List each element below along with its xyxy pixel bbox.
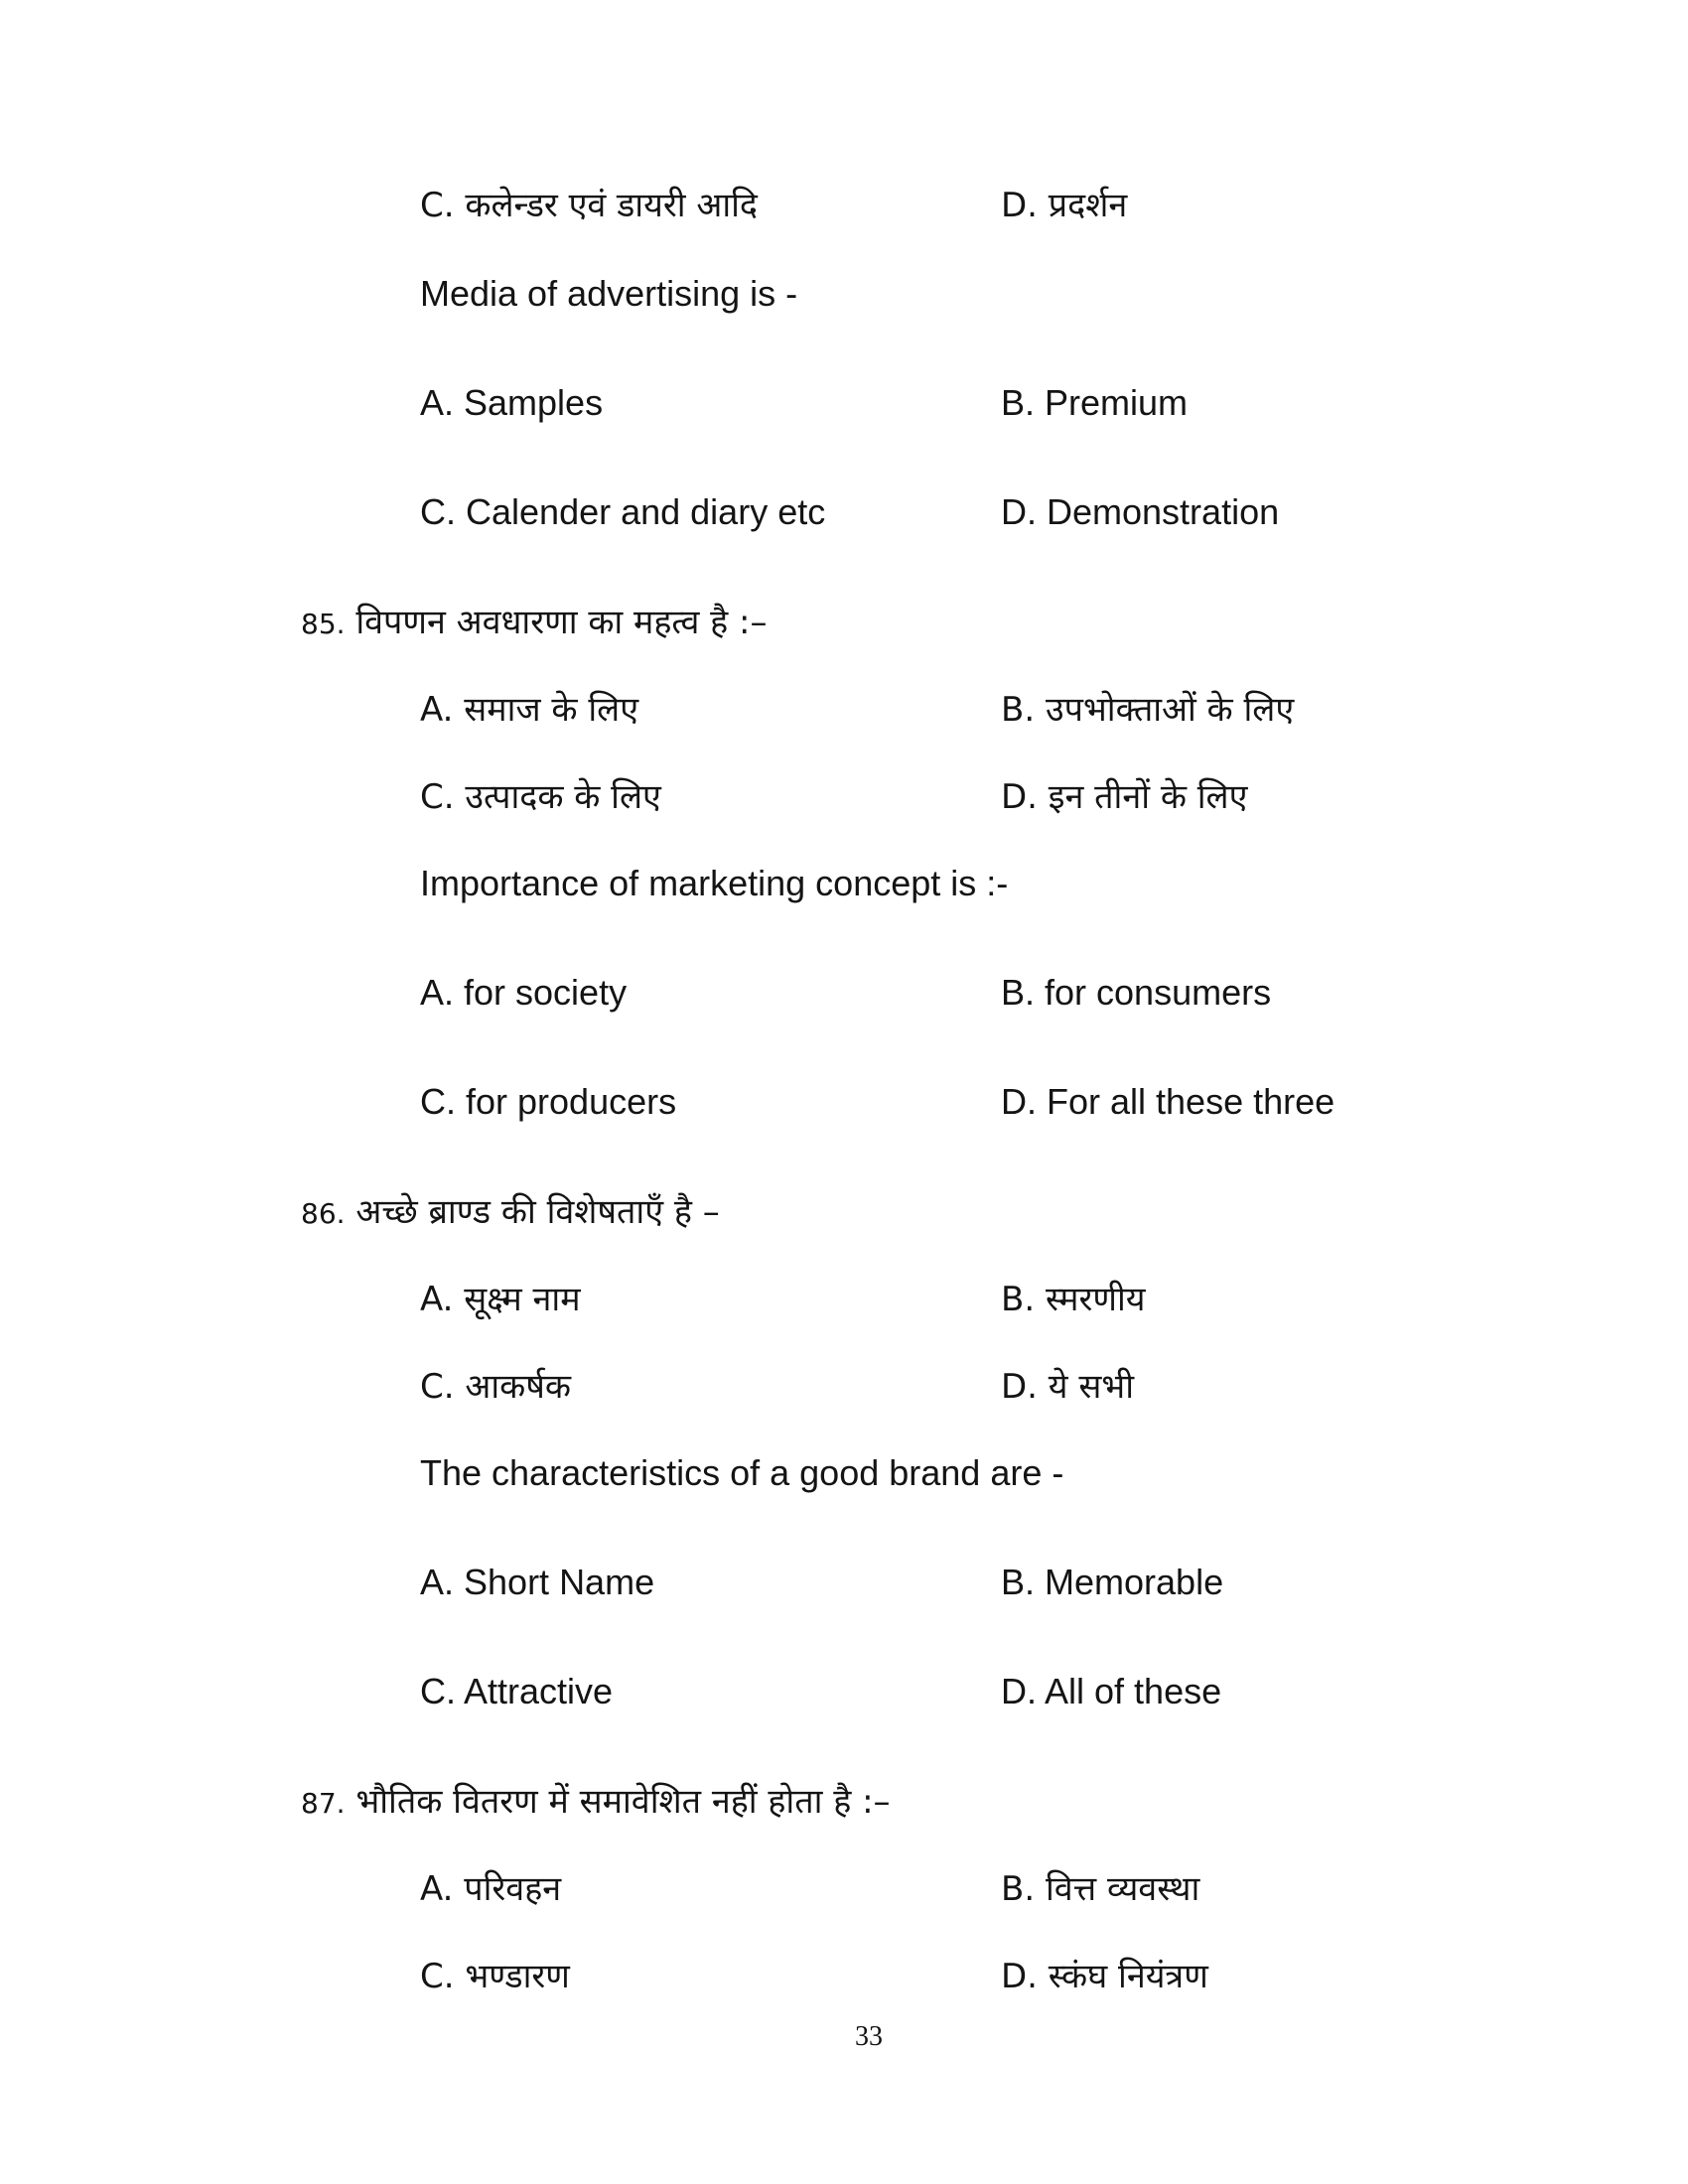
question-number: 87. bbox=[301, 1787, 346, 1820]
option-a-english: A. Short Name bbox=[420, 1562, 655, 1602]
option-b-english: B. Memorable bbox=[1001, 1562, 1224, 1602]
question-english: Importance of marketing concept is :- bbox=[420, 863, 1009, 903]
option-c-english: C. Calender and diary etc bbox=[420, 491, 826, 532]
option-c-english: C. for producers bbox=[420, 1081, 677, 1122]
question-text-hindi: भौतिक वितरण में समावेशित नहीं होता है :– bbox=[355, 1782, 891, 1822]
option-d-hindi: D. ये सभी bbox=[1001, 1367, 1135, 1407]
option-c-hindi: C. कलेन्डर एवं डायरी आदि bbox=[420, 186, 758, 225]
option-c-english: C. Attractive bbox=[420, 1671, 614, 1711]
question-86 bbox=[301, 1192, 720, 1232]
option-d-english: D. Demonstration bbox=[1001, 491, 1280, 532]
question-english: The characteristics of a good brand are - bbox=[420, 1452, 1064, 1493]
option-d-english: D. For all these three bbox=[1001, 1081, 1336, 1122]
question-english: Media of advertising is - bbox=[420, 273, 798, 314]
page-number: 33 bbox=[855, 2021, 883, 2052]
option-a-english: A. for society bbox=[420, 972, 628, 1013]
option-d-hindi: D. स्कंघ नियंत्रण bbox=[1001, 1957, 1208, 1996]
option-a-english: A. Samples bbox=[420, 382, 604, 423]
question-85 bbox=[301, 603, 768, 642]
question-number: 86. bbox=[301, 1197, 346, 1230]
question-number: 85. bbox=[301, 608, 346, 640]
option-d-english: D. All of these bbox=[1001, 1671, 1222, 1711]
option-d-hindi: D. प्रदर्शन bbox=[1001, 186, 1128, 225]
option-a-hindi: A. परिवहन bbox=[420, 1869, 562, 1909]
option-b-hindi: B. वित्त व्यवस्था bbox=[1001, 1869, 1200, 1909]
question-text-hindi: अच्छे ब्राण्ड की विशेषताएँ है – bbox=[355, 1192, 720, 1232]
option-c-hindi: C. आकर्षक bbox=[420, 1367, 571, 1407]
option-d-hindi: D. इन तीनों के लिए bbox=[1001, 777, 1248, 817]
option-a-hindi: A. सूक्ष्म नाम bbox=[420, 1280, 581, 1319]
option-b-hindi: B. उपभोक्ताओं के लिए bbox=[1001, 690, 1295, 730]
option-b-english: B. Premium bbox=[1001, 382, 1189, 423]
question-text-hindi: विपणन अवधारणा का महत्व है :– bbox=[355, 603, 768, 642]
question-87 bbox=[301, 1782, 891, 1822]
option-a-hindi: A. समाज के लिए bbox=[420, 690, 639, 730]
option-b-english: B. for consumers bbox=[1001, 972, 1272, 1013]
option-c-hindi: C. भण्डारण bbox=[420, 1957, 570, 1996]
option-c-hindi: C. उत्पादक के लिए bbox=[420, 777, 661, 817]
option-b-hindi: B. स्मरणीय bbox=[1001, 1280, 1146, 1319]
